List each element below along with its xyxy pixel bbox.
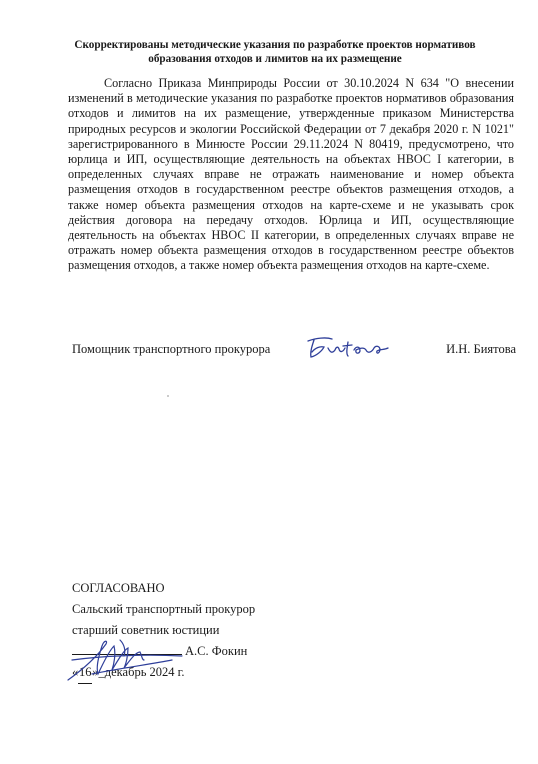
document-title (60, 38, 490, 66)
title-line-2: образования отходов и лимитов на их размещение (148, 53, 402, 65)
document-body (68, 76, 514, 274)
approval-rank: старший советник юстиции (72, 623, 220, 637)
handwritten-signature-2 (62, 630, 192, 686)
signer-name: И.Н. Биятова (446, 342, 516, 356)
signature-block (72, 342, 516, 372)
title-line-1: Скорректированы методические указания по разработке проектов нормативов (74, 39, 476, 51)
date-day: 16 (78, 662, 92, 684)
signer-role: Помощник транспортного прокурора (72, 342, 271, 356)
date-month-year: »_декабрь 2024 г. (92, 665, 185, 679)
body-paragraph: Согласно Приказа Минприроды России от 30.10.2024 N 634 "О внесении изменений в методические указания по разработке проектов нормативов образования отходов и лимитов на их размещение, утвержденные приказом Министерства природных ресурсов и экологии Российской Федерации от 7 декабря 2020 г. N 1021" зарегистрированного в Минюсте России 29.11.2024 N 80419, предусмотрено, что юрлица и ИП, осуществляющие деятельность на объектах НВОС I категории, в определенных случаях вправе не отражать наименование и номер объекта размещения отходов в государственном реестре объектов размещения отходов, а также номер объекта размещения отходов на карте-схеме и не указывать срок действия договора на передачу отходов. Юрлица и ИП, осуществляющие деятельность на объектах НВОС II категории, в определенных случаях вправе не отражать номер объекта размещения отходов в государственном реестре объектов размещения отходов, а также номер объекта размещения отходов на карте-схеме. (68, 76, 514, 273)
approval-position: Сальский транспортный прокурор (72, 602, 256, 616)
approval-name: А.С. Фокин (185, 644, 248, 658)
handwritten-signature-1 (302, 332, 392, 364)
date-open-quote: « (72, 665, 79, 679)
scan-speck (167, 395, 169, 397)
approval-heading: СОГЛАСОВАНО (72, 581, 165, 595)
